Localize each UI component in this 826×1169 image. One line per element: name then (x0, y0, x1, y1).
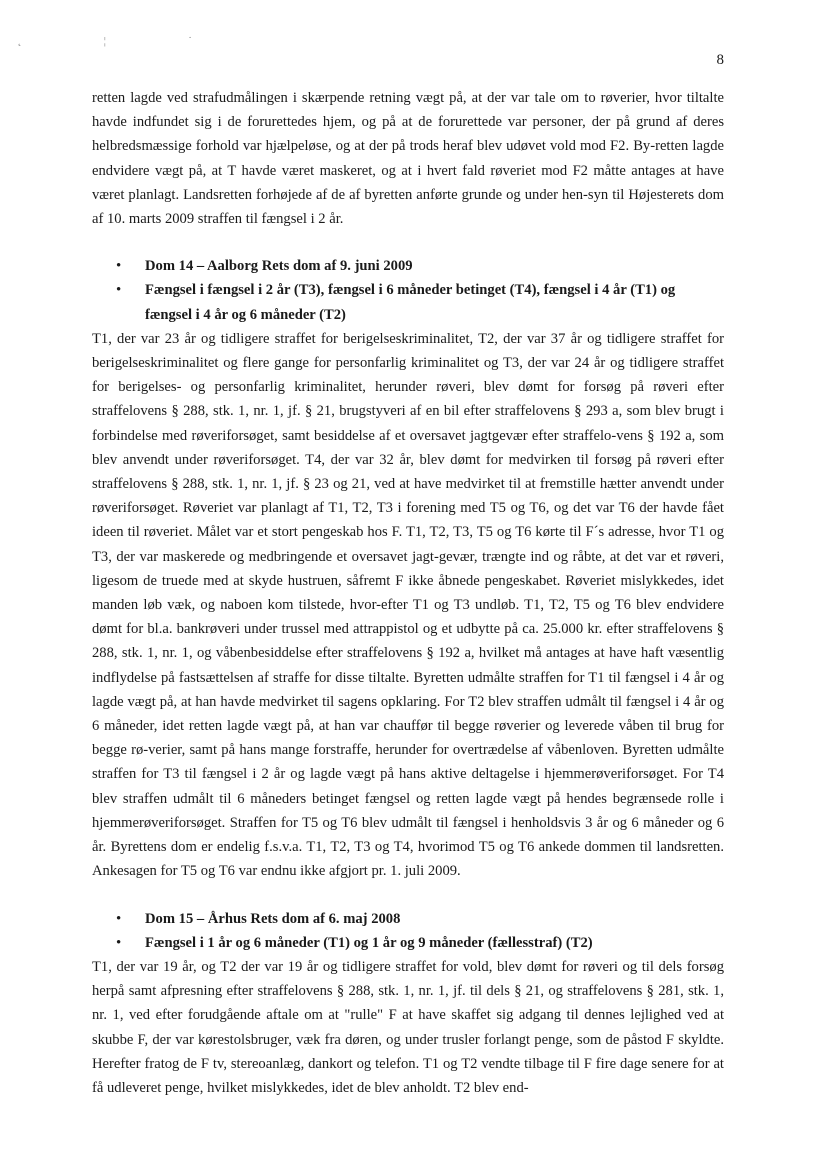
dom-15-header-list (92, 907, 724, 955)
dom-14-paragraph: T1, der var 23 år og tidligere straffet for berigelseskriminalitet, T2, der var 37 år og tidligere straffet for berigelseskriminalitet og flere gange for personfarlig kriminalitet og T3, der var 24 år og tidligere straffet for berigelses- og personfarlig kriminalitet, herunder røveri, blev dømt for forsøg på røveri efter straffelovens § 288, stk. 1, nr. 1, jf. § 21, brugstyveri af en bil efter straffelovens § 293 a, som blev brugt i forbindelse med røveriforsøget, samt besiddelse af et oversavet jagtgevær efter straffelo-vens § 192 a, som blev anvendt under røveriforsøget. T4, der var 32 år, blev dømt for medvirken til forsøg på røveri efter straffelovens § 288, stk. 1, nr. 1, jf. § 23 og 21, ved at have medvirket til at fremstille hætter anvendt under røveriforsøget. Røveriet var planlagt af T1, T2, T3 i forening med T5 og T6, og det var T6 der havde fået ideen til røveriet. Målet var et stort pengeskab hos F. T1, T2, T3, T5 og T6 kørte til F´s adresse, hvor T1 og T3, der var maskerede og medbringende et oversavet jagt-gevær, trængte ind og råbte, at det var et røveri, ligesom de truede med at skyde hustruen, såfremt F ikke åbnede pengeskabet. Røveriet mislykkedes, idet manden løb væk, og naboen kom tilstede, hvor-efter T1 og T3 undløb. T1, T2, T5 og T6 blev endvidere dømt for bl.a. bankrøveri under trussel med attrappistol og et udbytte på ca. 25.000 kr. efter straffelovens § 288, stk. 1, nr. 1, og våbenbesiddelse efter straffelovens § 192 a, hvilket må antages at have haft væsentlig indflydelse på fastsættelsen af straffe for disse tiltalte. Byretten udmålte straffen for T1 til fængsel i 4 år og lagde vægt på, at han havde medvirket til sagens opklaring. For T2 blev straffen udmålt til fængsel i 4 år og 6 måneder, idet retten lagde vægt på, at han var chauffør til begge røverier og leverede våben til brug for begge rø-verier, samt på hans mange forstraffe, herunder for overtrædelse af våbenloven. Byretten udmålte straffen for T3 til fængsel i 2 år og lagde vægt på hans aktive deltagelse i hjemmerøveriforsøget. For T4 blev straffen udmålt til 6 måneders betinget fængsel og retten lagde vægt på hendes begrænsede rolle i hjemmerøveriforsøget. Straffen for T5 og T6 blev udmålt til fængsel i henholdsvis 3 år og 6 måneder og 6 år. Byrettens dom er endelig f.s.v.a. T1, T2, T3 og T4, hvorimod T5 og T6 ankede dommen til landsretten. Ankesagen for T5 og T6 var endnu ikke afgjort pr. 1. juli 2009. (92, 330, 724, 880)
dom-14-header-list (92, 254, 724, 327)
page-number: 8 (716, 52, 724, 68)
scan-specks: ˛ ¦ ˙ (18, 36, 232, 47)
dom-15-sentence (92, 931, 724, 955)
document-body (92, 86, 724, 1100)
paragraph-continuation: retten lagde ved strafudmålingen i skærpende retning vægt på, at der var tale om to røverier, hvor tiltalte havde indfundet sig i de forurettedes hjem, og på at de forurettede var personer, der på grund af deres helbredsmæssige forhold var hjælpeløse, og at der på trods heraf blev udøvet vold mod F2. By-retten lagde endvidere vægt på, at T havde været maskeret, og at i hvert fald røveriet mod F2 måtte antages at have været planlagt. Landsretten forhøjede af de af byretten anførte grunde og under hen-syn til Højesterets dom af 10. marts 2009 straffen til fængsel i 2 år. (92, 90, 724, 228)
dom-14-sentence (92, 278, 724, 326)
dom-14-sentence-text: Fængsel i fængsel i 2 år (T3), fængsel i 6 måneder betinget (T4), fængsel i 4 år (T1) og fængsel i 4 år og 6 måneder (T2) (145, 282, 676, 323)
dom-14-title (92, 254, 724, 278)
dom-14-title-text: Dom 14 – Aalborg Rets dom af 9. juni 2009 (145, 258, 413, 275)
bullet-icon: • (116, 282, 122, 299)
dom-15-sentence-text: Fængsel i 1 år og 6 måneder (T1) og 1 år og 9 måneder (fællesstraf) (T2) (145, 934, 593, 951)
bullet-icon: • (116, 934, 122, 951)
bullet-icon: • (116, 258, 122, 275)
dom-15-paragraph: T1, der var 19 år, og T2 der var 19 år og tidligere straffet for vold, blev dømt for røveri og til dels forsøg herpå samt afpresning efter straffelovens § 288, stk. 1, nr. 1, jf. til dels § 21, og straffelovens § 281, stk. 1, nr. 1, ved efter forudgående aftale om at "rulle" F at have skaffet sig adgang til dennes lejlighed ved at skubbe F, der var kørestolsbruger, væk fra døren, og under trusler forlangt penge, som de påstod F skyldte. Herefter fratog de F tv, stereoanlæg, dankort og telefon. T1 og T2 vendte tilbage til F fire dage senere for at få udleveret penge, hvilket mislykkedes, idet de blev anholdt. T2 blev end- (92, 958, 724, 1096)
dom-15-title (92, 907, 724, 931)
bullet-icon: • (116, 910, 122, 927)
dom-15-title-text: Dom 15 – Århus Rets dom af 6. maj 2008 (145, 910, 401, 927)
